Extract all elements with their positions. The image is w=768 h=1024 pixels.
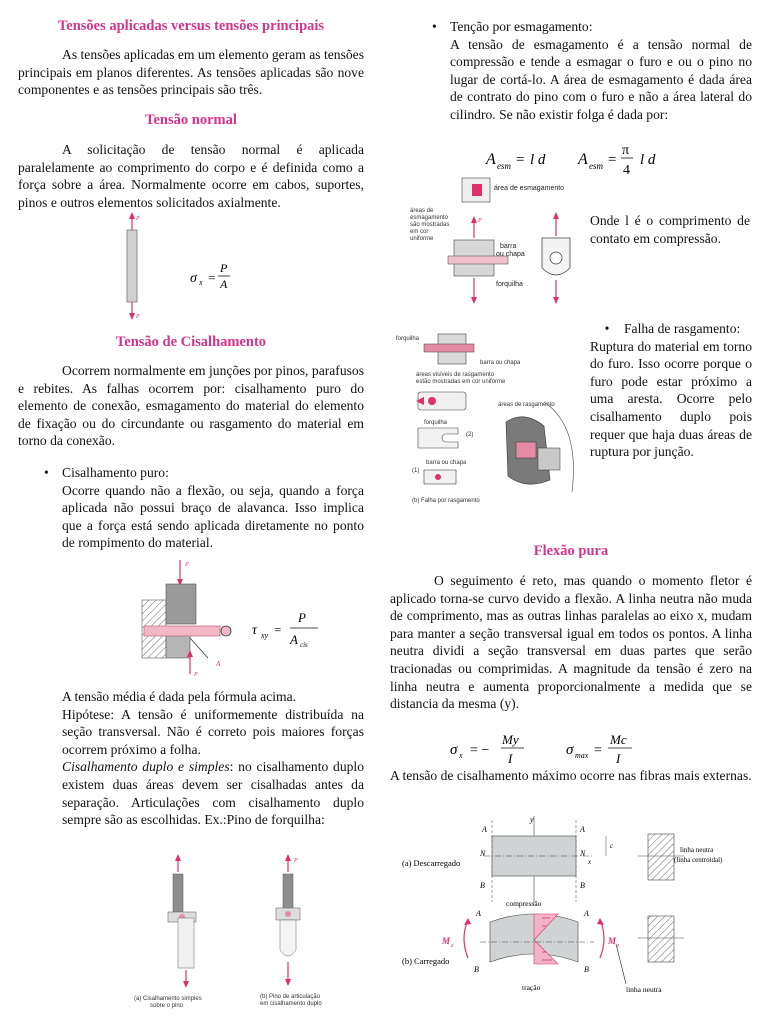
bullet-bearing-title: Tenção por esmagamento: [450, 19, 593, 34]
svg-text:B: B [474, 965, 479, 974]
svg-text:z: z [451, 943, 454, 949]
svg-text:P: P [294, 858, 298, 864]
svg-text:I: I [616, 751, 621, 766]
bullet-tearout-title: Falha de rasgamento: [624, 321, 741, 336]
svg-text:c: c [610, 842, 614, 850]
svg-text:P: P [298, 610, 306, 625]
paragraph-normal-stress: A solicitação de tensão normal é aplicada paralelamente ao comprimento do corpo e é definida como a força sobre a área. Normalmente ocorre em cabos, suportes, pinos e outros elementos solicitados axialmente. [18, 142, 364, 210]
svg-text:são mostradas: são mostradas [410, 222, 450, 228]
svg-text:=: = [516, 152, 525, 168]
svg-text:esm: esm [589, 161, 603, 171]
svg-text:σ: σ [566, 742, 574, 758]
svg-text:= −: = − [470, 743, 490, 758]
bullet-dot: • [44, 465, 49, 480]
svg-text:Mc: Mc [610, 732, 627, 747]
p-label-bottom: P [136, 314, 140, 320]
svg-text:(1): (1) [412, 468, 420, 474]
svg-text:(b) Pino de articulação: (b) Pino de articulação [260, 994, 321, 1000]
svg-text:tração: tração [522, 983, 541, 992]
svg-text:áreas de rasgamento: áreas de rasgamento [498, 402, 555, 408]
svg-text:B: B [584, 965, 589, 974]
paragraph-shear-stress: Ocorrem normalmente em junções por pinos, parafusos e rebites. As falhas ocorrem por: cisalhamento puro do elemento de conexão, esmagamento do material do elemento de fixação ou do circundante ou rasgamento do material em torno da conexão. [18, 363, 364, 449]
svg-text:(2): (2) [466, 432, 474, 438]
svg-text:=: = [594, 743, 602, 758]
svg-text:barra: barra [500, 243, 517, 250]
svg-text:xy: xy [261, 631, 269, 640]
svg-text:l d: l d [530, 152, 546, 168]
flexure-equations [446, 728, 686, 768]
bullet-pure-shear-title: Cisalhamento puro: [62, 465, 169, 480]
svg-text:M: M [608, 936, 617, 946]
svg-text:A: A [584, 909, 589, 918]
svg-text:A: A [486, 151, 496, 168]
bullet-dot: • [432, 19, 437, 34]
svg-text:M: M [442, 936, 451, 946]
svg-text:linha neutra: linha neutra [680, 846, 714, 854]
svg-text:I: I [508, 751, 513, 766]
beam-bending-figure [394, 812, 750, 1018]
svg-text:My: My [502, 732, 519, 747]
svg-text:barra ou chapa: barra ou chapa [480, 360, 521, 366]
svg-text:B: B [580, 881, 585, 890]
svg-text:área de esmagamento: área de esmagamento [494, 185, 565, 192]
heading-applied-vs-principal: Tensões aplicadas versus tensões principais [57, 18, 325, 34]
paragraph-applied-stresses: As tensões aplicadas em um elemento geram as tensões principais em planos diferentes. As tensões aplicadas são nove componentes e as tensões principais são três. [18, 47, 364, 98]
bullet-dot: • [604, 321, 610, 336]
bullet-pure-shear [36, 464, 364, 552]
heading-normal-stress: Tensão normal [145, 112, 237, 128]
bullet-pure-shear-text: Ocorre quando não a flexão, ou seja, quando a força aplicada não possui braço de alavanca. Isso implica que a força está sendo aplicada diretamente no ponto de rompimento do material. [62, 482, 364, 551]
svg-text:z: z [617, 943, 620, 949]
svg-text:y: y [530, 815, 534, 824]
tearout-figure [394, 330, 590, 508]
svg-text:A: A [476, 909, 481, 918]
svg-text:P: P [478, 218, 482, 224]
svg-text:uniforme: uniforme [410, 236, 434, 242]
svg-text:A: A [482, 825, 487, 834]
svg-text:P: P [185, 562, 189, 568]
shear-explanation [62, 688, 364, 829]
sigma-symbol: σ [190, 271, 197, 286]
svg-text:A: A [578, 151, 588, 168]
svg-text:=: = [274, 622, 282, 637]
p-label-top: P [136, 216, 140, 222]
bullet-bearing-stress [424, 18, 752, 124]
svg-text:ou chapa: ou chapa [496, 251, 525, 258]
svg-text:em cisalhamento duplo: em cisalhamento duplo [260, 1001, 322, 1007]
svg-text:π: π [622, 143, 630, 158]
svg-text:x: x [199, 278, 203, 287]
svg-text:linha neutra: linha neutra [626, 985, 662, 994]
svg-text:forquilha: forquilha [496, 281, 523, 288]
svg-text:esm: esm [497, 161, 511, 171]
heading-shear-stress: Tensão de Cisalhamento [115, 334, 267, 350]
pure-shear-figure [122, 556, 322, 680]
svg-text:áreas de: áreas de [410, 208, 434, 214]
svg-text:=: = [208, 270, 216, 285]
svg-text:estão mostradas em cor uniform: estão mostradas em cor uniforme [416, 379, 506, 385]
svg-text:l d: l d [640, 152, 656, 168]
svg-text:N: N [580, 849, 586, 858]
svg-text:4: 4 [623, 163, 630, 178]
svg-text:σ: σ [450, 742, 458, 758]
svg-text:(linha centroidal): (linha centroidal) [674, 856, 723, 864]
svg-text:N: N [480, 849, 486, 858]
svg-text:=: = [608, 152, 617, 168]
svg-text:cis: cis [300, 641, 308, 649]
svg-text:em cor: em cor [410, 229, 429, 235]
svg-text:(a) Cisalhamento simples: (a) Cisalhamento simples [134, 996, 202, 1002]
paragraph-average-stress: A tensão média é dada pela fórmula acima. [62, 689, 297, 704]
svg-text:P: P [220, 261, 228, 275]
svg-text:(a) Descarregado: (a) Descarregado [402, 858, 461, 868]
svg-text:(b) Falha por rasgamento: (b) Falha por rasgamento [412, 498, 480, 504]
svg-text:A: A [220, 277, 228, 291]
paragraph-pure-bending: O seguimento é reto, mas quando o momento fletor é aplicado torna-se curvo devido a flexão. A linha neutra não muda de comprimento, mas as outras linhas paralelas ao eixo x, mudam para manter a seção transversal igual em todos os pontos. A linha neutra dividi a seção transversal em duas partes que serão tracionadas ou comprimidas. A magnitude da tensão é zero na linha neutra e aumenta proporcionalmente a medida que se distancia da mesma (y). [390, 573, 752, 712]
svg-text:A: A [216, 660, 221, 668]
paragraph-contact-length: Onde l é o comprimento de contato em compressão. [590, 213, 750, 246]
svg-text:A: A [580, 825, 585, 834]
svg-text:esmagamento: esmagamento [410, 215, 449, 221]
svg-text:P: P [194, 672, 198, 678]
bearing-figure [408, 176, 588, 314]
svg-text:(b) Carregado: (b) Carregado [402, 956, 450, 966]
svg-text:compressão: compressão [506, 899, 542, 908]
svg-text:x: x [459, 751, 463, 760]
clevis-pin-figure [130, 850, 346, 1018]
axial-bar-figure [118, 212, 248, 320]
axial-bar [127, 230, 137, 302]
svg-text:forquilha: forquilha [424, 420, 448, 426]
tau-symbol: τ [252, 623, 258, 638]
bullet-tearout [590, 320, 752, 461]
heading-pure-bending: Flexão pura [533, 543, 609, 559]
paragraph-hypothesis: Hipótese: A tensão é uniformemente distribuída na seção transversal. Não é correto pois maiores forças ocorrem próximo a folha. [62, 706, 364, 757]
svg-text:x: x [588, 858, 592, 866]
paragraph-double-shear: Cisalhamento duplo e simples: no cisalhamento duplo existem duas áreas devem ser cisalhadas antes da separação. Articulações com cisalhamento duplo sempre são as escolhidas. Ex.:Pino de forquilha: [62, 759, 364, 828]
svg-text:barra ou chapa: barra ou chapa [426, 460, 467, 466]
svg-text:forquilha: forquilha [396, 336, 420, 342]
bullet-tearout-text: Ruptura do material em torno do furo. Isso ocorre porque o furo pode estar próximo a uma aresta. Ocorre pelo cisalhamento duplo pois requer que haja duas áreas de ruptura por junção. [590, 338, 752, 460]
svg-text:max: max [575, 751, 589, 760]
svg-text:B: B [480, 881, 485, 890]
paragraph-max-stress: A tensão de cisalhamento máximo ocorre nas fibras mais externas. [390, 768, 752, 783]
svg-text:sobre o pino: sobre o pino [150, 1003, 184, 1009]
svg-text:áreas visíveis de rasgamento: áreas visíveis de rasgamento [416, 372, 495, 378]
bullet-bearing-text: A tensão de esmagamento é a tensão normal de compressão e tende a esmagar o furo e ou o pino no lugar de cortá-lo. A área de esmagamento é dada área de contrato do pino com o furo e não a área lateral do cilindro. Se não existir folga é dada por: [450, 36, 752, 122]
svg-text:A: A [290, 632, 298, 647]
